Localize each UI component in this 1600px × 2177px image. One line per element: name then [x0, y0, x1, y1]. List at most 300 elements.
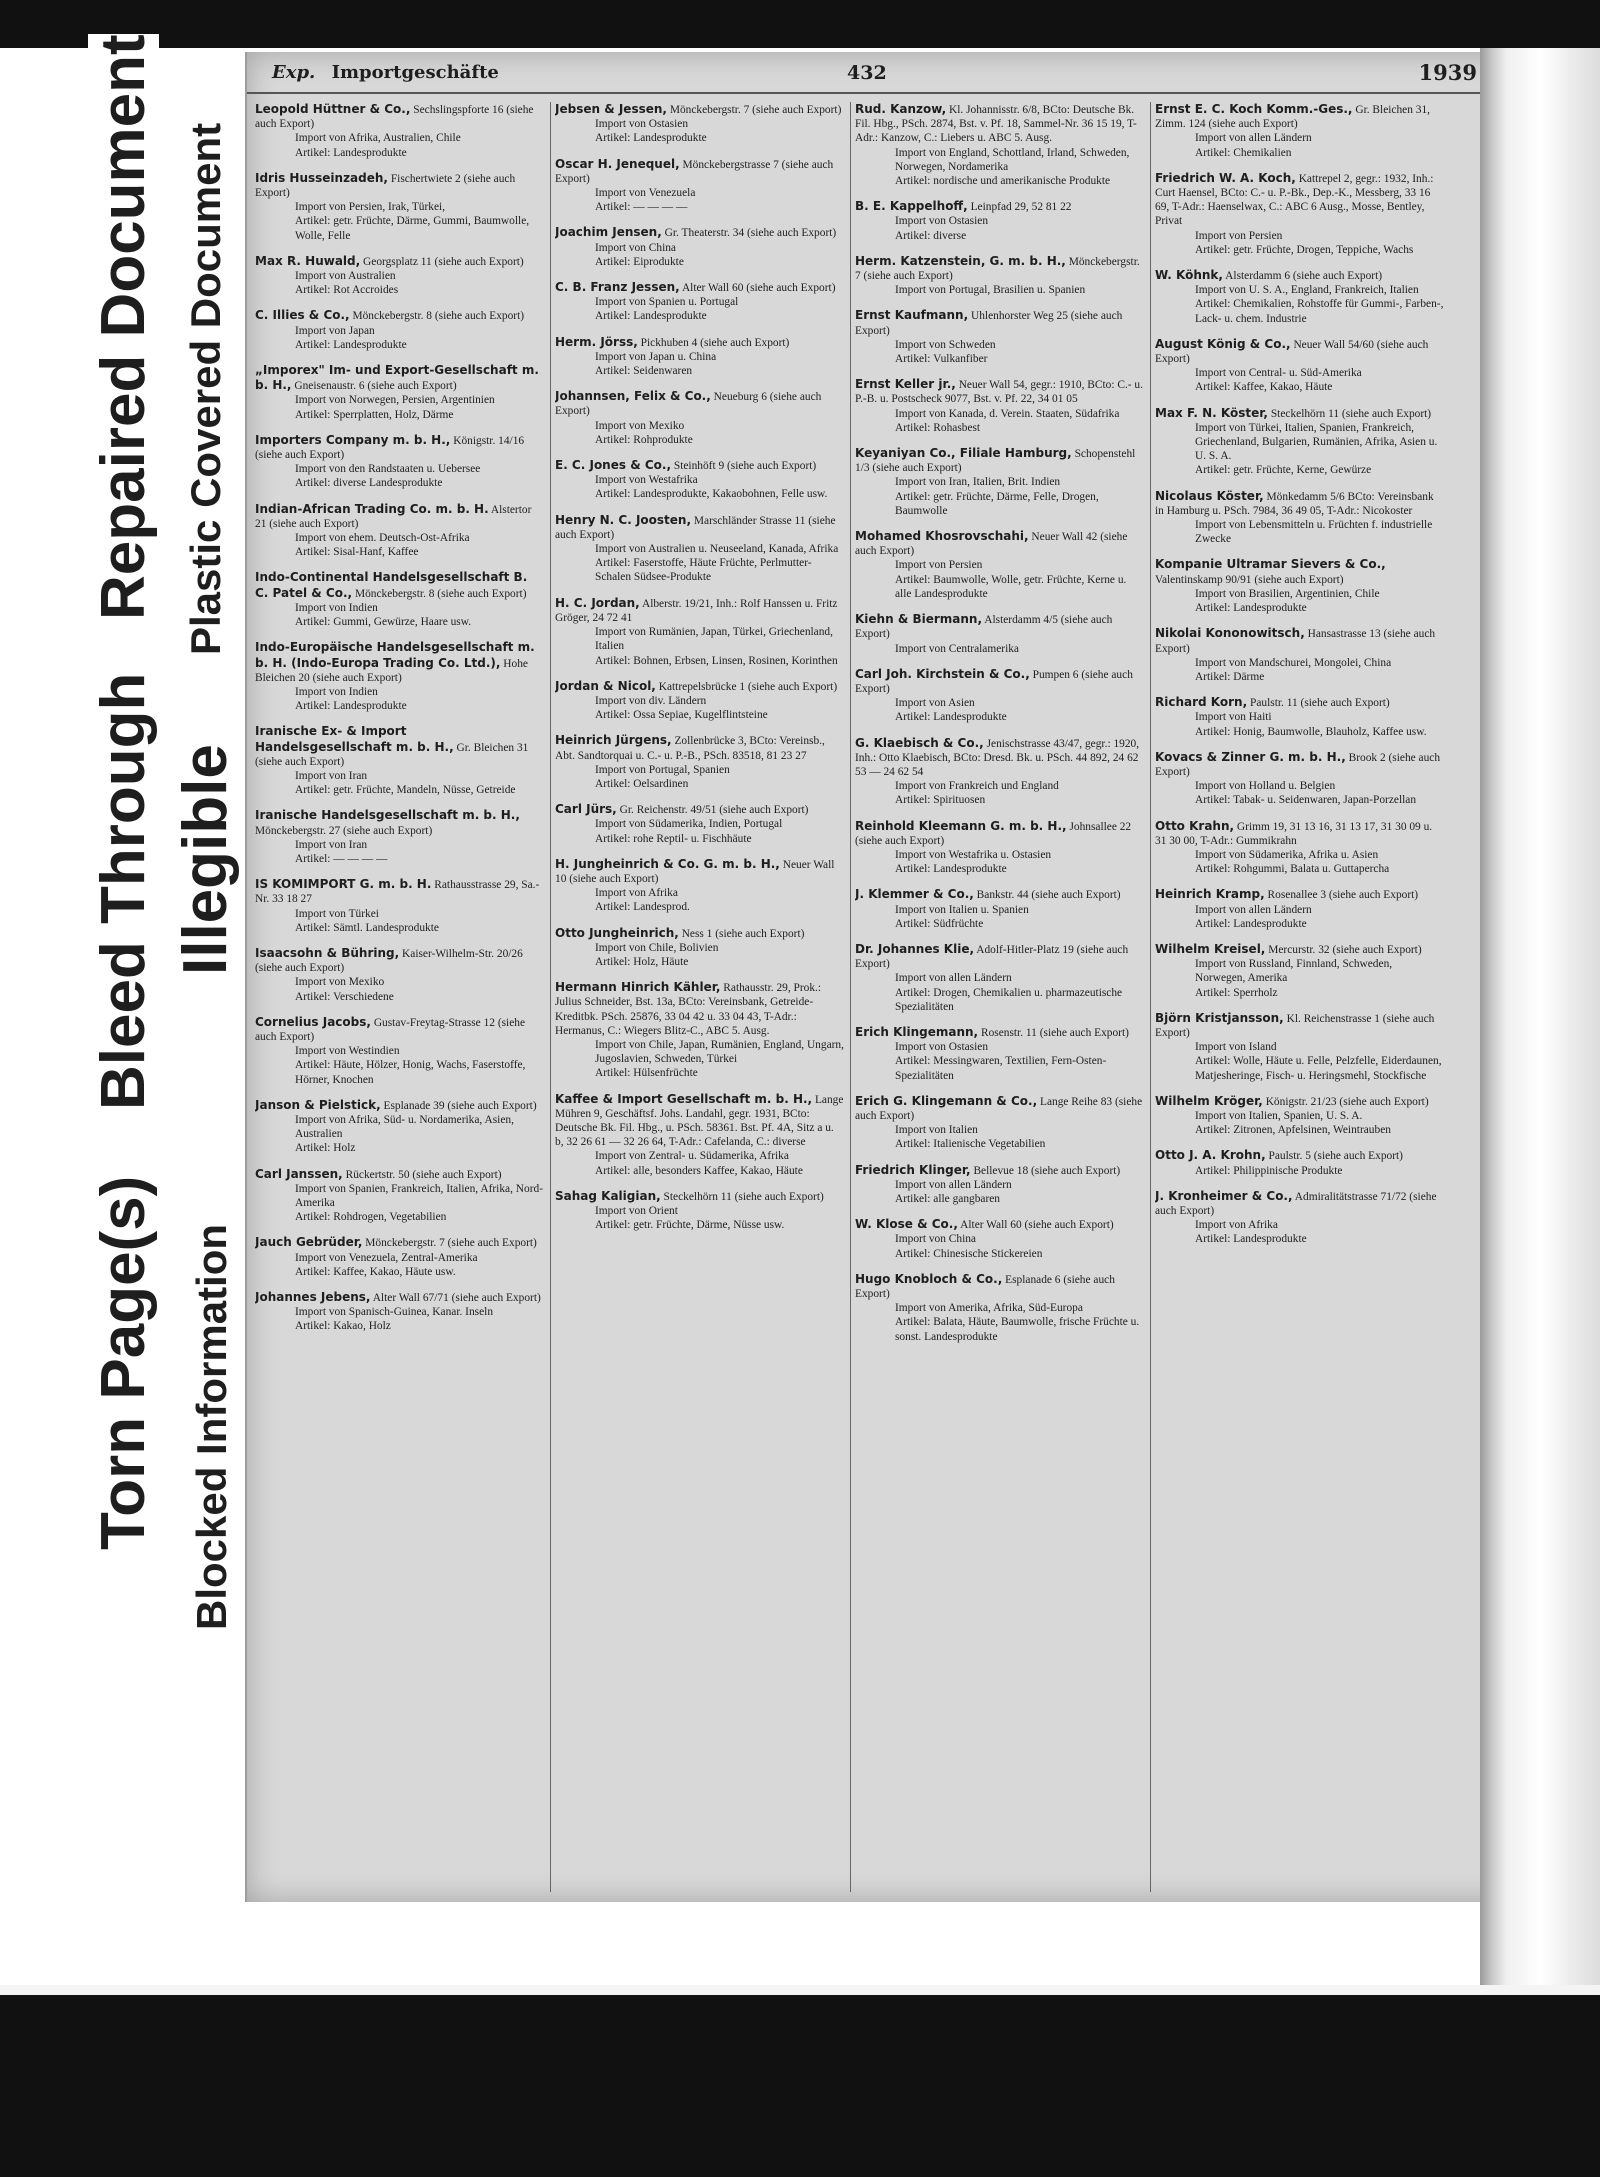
entry-articles: Artikel: Landesprod.	[595, 901, 690, 914]
company-name: Indo-Continental Handelsgesellschaft B. C. Patel & Co.,	[255, 570, 528, 600]
entry-articles: Artikel: Verschiedene	[295, 990, 394, 1003]
entry-import: Import von Venezuela	[595, 187, 696, 200]
company-address: Rückertstr. 50 (siehe auch Export)	[345, 1168, 502, 1181]
company-address: Königstr. 21/23 (siehe auch Export)	[1265, 1095, 1429, 1108]
directory-entry	[255, 171, 544, 243]
company-address: Lange Reihe 83 (siehe auch Export)	[855, 1095, 1143, 1122]
directory-entry	[555, 980, 844, 1080]
company-address: Königstr. 14/16 (siehe auch Export)	[255, 434, 525, 462]
entry-header	[555, 280, 844, 295]
entry-header	[555, 980, 844, 1038]
entry-articles: Artikel: Landesprodukte	[595, 310, 707, 323]
directory-entry	[855, 377, 1144, 435]
entry-import: Import von allen Ländern	[895, 1178, 1012, 1191]
entry-articles: Artikel: alle, besonders Kaffee, Kakao, Häute	[595, 1164, 803, 1177]
scan-bottom-border	[0, 1985, 1600, 2177]
company-address: Mönckebergstrasse 7 (siehe auch Export)	[555, 158, 834, 185]
directory-entry	[555, 1189, 844, 1233]
company-address: Alsterdamm 4/5 (siehe auch Export)	[855, 614, 1113, 641]
directory-entry	[255, 640, 544, 713]
company-name: W. Klose & Co.,	[855, 1217, 958, 1232]
entry-import: Import von Chile, Bolivien	[595, 941, 719, 954]
company-address: Valentinskamp 90/91 (siehe auch Export)	[1155, 573, 1344, 586]
entry-import: Import von Australien	[295, 270, 396, 283]
entry-articles: Artikel: Sperrplatten, Holz, Därme	[295, 408, 454, 421]
entry-header	[255, 640, 544, 685]
page-header	[247, 52, 1487, 94]
directory-entry	[855, 819, 1144, 877]
company-name: Importers Company m. b. H.,	[255, 432, 451, 447]
entry-header	[255, 254, 544, 269]
directory-entry	[1155, 750, 1445, 808]
company-address: Paulstr. 11 (siehe auch Export)	[1250, 697, 1390, 710]
label-blocked: Blocked Information	[188, 1223, 235, 1630]
company-name: Otto J. A. Krohn,	[1155, 1148, 1266, 1163]
directory-entry	[555, 926, 844, 970]
directory-entry	[855, 254, 1144, 298]
company-address: Schopenstehl 1/3 (siehe auch Export)	[855, 448, 1136, 475]
company-name: Herm. Katzenstein, G. m. b. H.,	[855, 253, 1066, 268]
entry-import: Import von Ostasien	[895, 215, 989, 228]
entry-import: Import von England, Schottland, Irland, Schweden, Norwegen, Nordamerika	[895, 146, 1130, 173]
entry-articles: Artikel: Drogen, Chemikalien u. pharmazeutische Spezialitäten	[895, 986, 1123, 1013]
entry-import: Import von Afrika	[1195, 1219, 1278, 1232]
entry-articles: Artikel: Kakao, Holz	[295, 1320, 391, 1333]
entry-articles: Artikel: Sämtl. Landesprodukte	[295, 921, 439, 934]
entry-import: Import von U. S. A., England, Frankreich, Italien	[1195, 284, 1419, 297]
entry-import: Import von Persien, Irak, Türkei,	[295, 201, 446, 214]
label-plastic: Plastic Covered Document	[182, 122, 229, 655]
company-name: Carl Joh. Kirchstein & Co.,	[855, 666, 1030, 681]
entry-header	[255, 363, 544, 393]
entry-articles: Artikel: getr. Früchte, Därme, Nüsse usw.	[595, 1219, 785, 1232]
entry-articles: Artikel: getr. Früchte, Drogen, Teppiche, Wachs	[1195, 243, 1414, 256]
entry-header	[555, 1092, 844, 1150]
company-name: Indian-African Trading Co. m. b. H.	[255, 501, 489, 516]
company-name: Kovacs & Zinner G. m. b. H.,	[1155, 749, 1346, 764]
company-address: Alstertor 21 (siehe auch Export)	[255, 503, 532, 530]
entry-import: Import von Portugal, Spanien	[595, 763, 730, 776]
entry-import: Import von Portugal, Brasilien u. Spanien	[895, 284, 1086, 297]
company-name: Richard Korn,	[1155, 695, 1248, 710]
entry-header	[555, 679, 844, 694]
directory-entry	[555, 335, 844, 379]
company-address: Kattrepelsbrücke 1 (siehe auch Export)	[658, 680, 838, 693]
directory-entry	[555, 280, 844, 324]
entry-import: Import von Chile, Japan, Rumänien, England, Ungarn, Jugoslavien, Schweden, Türkei	[595, 1038, 844, 1066]
directory-entry	[255, 308, 544, 352]
company-address: Neueburg 6 (siehe auch Export)	[555, 391, 822, 418]
entry-header	[255, 1167, 544, 1182]
company-address: Kattrepel 2, gegr.: 1932, Inh.: Curt Haensel, BCto: C.- u. P.-Bk., Dep.-K., Messberg, 33 16 69, T-Adr.: Haenselwax, C.: ABC 6 Ausg., Mosse, Bentley, Privat	[1155, 172, 1434, 228]
entry-articles: Artikel: Rohgummi, Balata u. Guttapercha	[1195, 863, 1390, 876]
entry-import: Import von allen Ländern	[895, 972, 1012, 985]
entry-header	[855, 887, 1144, 902]
entry-articles: Artikel: Landesprodukte	[295, 338, 407, 351]
entry-header	[855, 736, 1144, 780]
company-name: Idris Husseinzadeh,	[255, 170, 388, 185]
company-name: Johannsen, Felix & Co.,	[555, 389, 711, 404]
company-name: Ernst E. C. Koch Komm.-Ges.,	[1155, 102, 1353, 116]
company-name: Hermann Hinrich Kähler,	[555, 980, 721, 995]
company-name: G. Klaebisch & Co.,	[855, 735, 984, 750]
company-address: Alter Wall 60 (siehe auch Export)	[960, 1219, 1114, 1232]
entry-import: Import von Mandschurei, Mongolei, China	[1195, 656, 1392, 669]
company-address: Marschländer Strasse 11 (siehe auch Export)	[555, 514, 836, 541]
company-name: Leopold Hüttner & Co.,	[255, 102, 411, 116]
label-illegible: Illegible	[171, 744, 240, 975]
directory-entry	[1155, 557, 1445, 615]
directory-entry	[855, 736, 1144, 808]
entry-header	[255, 1235, 544, 1250]
entry-header	[555, 733, 844, 762]
company-name: Sahag Kaligian,	[555, 1188, 661, 1203]
entry-header	[255, 946, 544, 975]
company-name: Kaffee & Import Gesellschaft m. b. H.,	[555, 1091, 813, 1106]
page-year: 1939	[1418, 60, 1477, 85]
entry-articles: Artikel: Honig, Baumwolle, Blauholz, Kaffee usw.	[1195, 725, 1427, 738]
entry-articles: Artikel: getr. Früchte, Mandeln, Nüsse, Getreide	[295, 784, 516, 797]
company-address: Gr. Theaterstr. 34 (siehe auch Export)	[664, 227, 837, 240]
entry-articles: Artikel: Philippinische Produkte	[1195, 1164, 1343, 1177]
column-4	[1155, 102, 1451, 1892]
entry-header	[855, 102, 1144, 146]
company-name: Heinrich Kramp,	[1155, 887, 1265, 902]
scan-bottom-edge	[0, 1985, 1600, 1995]
company-address: Adolf-Hitler-Platz 19 (siehe auch Export)	[855, 943, 1129, 971]
company-address: Brook 2 (siehe auch Export)	[1155, 751, 1441, 778]
entry-import: Import von Rumänien, Japan, Türkei, Griechenland, Italien	[595, 626, 833, 653]
entry-import: Import von div. Ländern	[595, 694, 707, 707]
directory-entry	[255, 502, 544, 560]
company-address: Kl. Johannisstr. 6/8, BCto: Deutsche Bk. Fil. Hbg., PSch. 2874, Bst. v. Pf. 18, Sammel-Nr. 36 15 19, T-Adr.: Kanzow, C.: Liebers u. ABC 5. Ausg.	[855, 104, 1137, 145]
company-address: Georgsplatz 11 (siehe auch Export)	[363, 255, 524, 268]
company-name: W. Köhnk,	[1155, 268, 1223, 283]
company-address: Gr. Bleichen 31, Zimm. 124 (siehe auch Export)	[1155, 104, 1430, 131]
directory-entry	[255, 1290, 544, 1334]
company-address: Rosenstr. 11 (siehe auch Export)	[980, 1026, 1129, 1039]
company-name: Heinrich Jürgens,	[555, 733, 672, 748]
entry-header	[1155, 695, 1445, 710]
entry-articles: Artikel: Rohasbest	[895, 421, 981, 434]
directory-entry	[855, 942, 1144, 1014]
entry-articles: Artikel: Landesprodukte	[1195, 1233, 1307, 1246]
entry-header	[1155, 102, 1445, 131]
entry-header	[555, 335, 844, 350]
scanned-page	[245, 52, 1537, 1902]
column-1	[255, 102, 551, 1892]
company-name: Kiehn & Biermann,	[855, 612, 983, 627]
entry-header	[1155, 942, 1445, 957]
header-exp: Exp.	[272, 62, 316, 83]
company-name: Max F. N. Köster,	[1155, 405, 1268, 420]
entry-header	[255, 102, 544, 131]
entry-articles: Artikel: Spirituosen	[895, 794, 986, 807]
directory-entry	[555, 1092, 844, 1178]
entry-articles: Artikel: Oelsardinen	[595, 777, 689, 790]
directory-entry	[555, 157, 844, 215]
entry-import: Import von Central- u. Süd-Amerika	[1195, 367, 1362, 380]
entry-articles: Artikel: Seidenwaren	[595, 365, 693, 378]
company-address: Mönckebergstr. 7 (siehe auch Export)	[669, 104, 842, 116]
header-section: Importgeschäfte	[331, 62, 499, 83]
company-name: Wilhelm Kreisel,	[1155, 941, 1266, 956]
entry-header	[555, 1189, 844, 1204]
entry-import: Import von Italien	[895, 1124, 978, 1137]
company-name: Björn Kristjansson,	[1155, 1010, 1284, 1025]
column-2	[555, 102, 851, 1892]
company-name: C. B. Franz Jessen,	[555, 280, 680, 295]
directory-entry	[255, 433, 544, 491]
company-address: Gr. Bleichen 31 (siehe auch Export)	[255, 741, 529, 768]
entry-header	[1155, 1148, 1445, 1163]
directory-entry	[1155, 626, 1445, 684]
directory-entry	[855, 1025, 1144, 1083]
column-3	[855, 102, 1151, 1892]
company-name: IS KOMIMPORT G. m. b. H.	[255, 877, 432, 892]
entry-articles: Artikel: Rot Accroides	[295, 284, 399, 297]
directory-entry	[855, 612, 1144, 656]
company-address: Hohe Bleichen 20 (siehe auch Export)	[255, 657, 528, 684]
company-address: Neuer Wall 54, gegr.: 1910, BCto: C.- u. P.-B. u. Postscheck 9077, Bst. v. Pf. 22, 34 01 05	[855, 379, 1143, 406]
directory-entry	[555, 679, 844, 723]
company-address: Mönkedamm 5/6 BCto: Vereinsbank in Hamburg u. PSch. 7984, 36 49 05, T-Adr.: Nicokoster	[1155, 490, 1434, 517]
directory-entry	[855, 308, 1144, 366]
entry-header	[1155, 626, 1445, 655]
entry-articles: Artikel: Faserstoffe, Häute Früchte, Perlmutter-Schalen Südsee-Produkte	[595, 557, 812, 584]
company-name: Friedrich W. A. Koch,	[1155, 170, 1296, 185]
entry-articles: Artikel: nordische und amerikanische Produkte	[895, 175, 1111, 188]
entry-articles: Artikel: Häute, Hölzer, Honig, Wachs, Faserstoffe, Hörner, Knochen	[295, 1059, 526, 1086]
entry-articles: Artikel: Landesprodukte, Kakaobohnen, Felle usw.	[595, 488, 828, 501]
company-name: Iranische Ex- & Import Handelsgesellschaft m. b. H.,	[255, 724, 454, 754]
company-name: Johannes Jebens,	[255, 1290, 371, 1305]
entry-import: Import von Zentral- u. Südamerika, Afrika	[595, 1150, 789, 1163]
company-address: Mercurstr. 32 (siehe auch Export)	[1268, 943, 1422, 956]
company-name: Ernst Keller jr.,	[855, 377, 956, 392]
company-name: Dr. Johannes Klie,	[855, 941, 975, 956]
damage-labels	[30, 34, 240, 1670]
company-address: Mönckebergstr. 8 (siehe auch Export)	[354, 587, 527, 600]
company-address: Pumpen 6 (siehe auch Export)	[855, 668, 1133, 695]
directory-entry	[855, 446, 1144, 518]
entry-header	[255, 171, 544, 200]
directory-entry	[1155, 1094, 1445, 1138]
company-address: Hansastrasse 13 (siehe auch Export)	[1155, 628, 1436, 655]
entry-import: Import von Türkei	[295, 907, 379, 920]
entry-import: Import von Mexiko	[595, 419, 685, 432]
directory-entry	[855, 1217, 1144, 1261]
company-name: Nikolai Kononowitsch,	[1155, 626, 1305, 641]
company-address: Gneisenaustr. 6 (siehe auch Export)	[294, 380, 457, 393]
company-address: Zollenbrücke 3, BCto: Vereinsb., Abt. Sandtorquai u. C.- u. P.-B., PSch. 83518, 81 23 27	[555, 735, 825, 762]
company-address: Paulstr. 5 (siehe auch Export)	[1268, 1150, 1403, 1163]
entry-header	[1155, 750, 1445, 779]
entry-articles: Artikel: Landesprodukte	[1195, 917, 1307, 930]
company-address: Ness 1 (siehe auch Export)	[681, 927, 805, 940]
company-address: Esplanade 39 (siehe auch Export)	[383, 1099, 537, 1112]
page-number: 432	[847, 62, 887, 84]
entry-header	[855, 612, 1144, 641]
entry-header	[1155, 1094, 1445, 1109]
company-address: Alter Wall 67/71 (siehe auch Export)	[372, 1292, 541, 1305]
directory-entry	[555, 389, 844, 447]
company-name: Reinhold Kleemann G. m. b. H.,	[855, 818, 1067, 833]
entry-header	[555, 458, 844, 473]
entry-import: Import von Afrika, Australien, Chile	[295, 132, 461, 145]
company-name: Jauch Gebrüder,	[255, 1235, 363, 1250]
entry-articles: Artikel: Eiprodukte	[595, 255, 684, 268]
company-name: Herm. Jörss,	[555, 334, 638, 349]
entry-header	[555, 926, 844, 941]
directory-entry	[255, 1015, 544, 1087]
entry-header	[855, 199, 1144, 214]
entry-articles: Artikel: Holz	[295, 1142, 356, 1155]
entry-articles: Artikel: Tabak- u. Seidenwaren, Japan-Porzellan	[1195, 794, 1417, 807]
entry-import: Import von Haiti	[1195, 711, 1272, 724]
entry-articles: Artikel: Südfrüchte	[895, 917, 984, 930]
company-name: Janson & Pielstick,	[255, 1097, 381, 1112]
directory-entry	[855, 887, 1144, 931]
directory-entry	[855, 529, 1144, 601]
entry-import: Import von Afrika, Süd- u. Nordamerika, Asien, Australien	[295, 1113, 514, 1141]
entry-import: Import von Venezuela, Zentral-Amerika	[295, 1251, 478, 1264]
entry-import: Import von Amerika, Afrika, Süd-Europa	[895, 1302, 1083, 1315]
entry-import: Import von Spanisch-Guinea, Kanar. Inseln	[295, 1306, 494, 1319]
entry-articles: Artikel: getr. Früchte, Kerne, Gewürze	[1195, 464, 1372, 477]
directory-entry	[255, 102, 544, 160]
company-address: Mönckebergstr. 7 (siehe auch Export)	[365, 1237, 537, 1250]
entry-import: Import von Italien, Spanien, U. S. A.	[1195, 1109, 1363, 1122]
entry-import: Import von Schweden	[895, 338, 996, 351]
entry-header	[855, 1163, 1144, 1178]
entry-header	[855, 667, 1144, 696]
company-name: Isaacsohn & Bühring,	[255, 945, 400, 960]
entry-import: Import von Iran, Italien, Brit. Indien	[895, 476, 1061, 489]
entry-import: Import von Mexiko	[295, 976, 385, 989]
company-name: Otto Jungheinrich,	[555, 925, 679, 940]
entry-header	[855, 1094, 1144, 1123]
entry-articles: Artikel: Hülsenfrüchte	[595, 1067, 698, 1080]
entry-import: Import von Lebensmitteln u. Früchten f. industrielle Zwecke	[1195, 519, 1433, 546]
book-spine-edge	[1480, 48, 1600, 1985]
entry-header	[855, 942, 1144, 971]
entry-import: Import von Italien u. Spanien	[895, 903, 1029, 916]
entry-articles: Artikel: Kaffee, Kakao, Häute usw.	[295, 1265, 456, 1278]
directory-entry	[1155, 695, 1445, 739]
entry-articles: Artikel: Sisal-Hanf, Kaffee	[295, 546, 419, 559]
entry-header	[855, 1272, 1144, 1301]
entry-articles: Artikel: Landesprodukte	[1195, 602, 1307, 615]
directory-entry	[855, 102, 1144, 188]
company-name: Otto Krahn,	[1155, 818, 1235, 833]
directory-entry	[1155, 268, 1445, 326]
entry-articles: Artikel: alle gangbaren	[895, 1193, 1001, 1205]
company-address: Bellevue 18 (siehe auch Export)	[973, 1164, 1121, 1177]
entry-import: Import von Türkei, Italien, Spanien, Frankreich, Griechenland, Bulgarien, Rumänien, Afrika, Asien u. U. S. A.	[1195, 421, 1438, 463]
company-name: August König & Co.,	[1155, 336, 1291, 351]
entry-header	[255, 808, 544, 837]
directory-entry	[555, 102, 844, 146]
entry-articles: Artikel: Landesprodukte	[895, 863, 1007, 876]
company-address: Kl. Reichenstrasse 1 (siehe auch Export)	[1155, 1012, 1435, 1039]
entry-import: Import von Holland u. Belgien	[1195, 780, 1336, 793]
company-address: Esplanade 6 (siehe auch Export)	[855, 1273, 1115, 1301]
entry-articles: Artikel: Landesprodukte	[295, 700, 407, 713]
company-address: Bankstr. 44 (siehe auch Export)	[976, 889, 1121, 902]
company-name: J. Kronheimer & Co.,	[1155, 1188, 1293, 1203]
entry-articles: Artikel: Messingwaren, Textilien, Fern-Osten-Spezialitäten	[895, 1055, 1107, 1082]
company-name: Carl Jürs,	[555, 802, 617, 817]
entry-articles: Artikel: diverse Landesprodukte	[295, 477, 443, 490]
directory-entry	[1155, 489, 1445, 547]
directory-entry	[255, 254, 544, 298]
entry-import: Import von Orient	[595, 1205, 678, 1217]
directory-entry	[255, 1167, 544, 1225]
directory-entry	[1155, 942, 1445, 1000]
company-address: Alsterdamm 6 (siehe auch Export)	[1225, 270, 1383, 283]
company-address: Grimm 19, 31 13 16, 31 13 17, 31 30 09 u. 31 30 00, T-Adr.: Gummikrahn	[1155, 820, 1433, 847]
directory-entry	[1155, 1189, 1445, 1247]
company-address: Jenischstrasse 43/47, gegr.: 1920, Inh.: Otto Klaebisch, BCto: Dresd. Bk. u. PSch. 44 892, 24 62 53 — 24 62 54	[855, 737, 1140, 778]
company-name: Oscar H. Jenequel,	[555, 156, 680, 171]
entry-import: Import von Persien	[895, 559, 983, 572]
company-address: Kaiser-Wilhelm-Str. 20/26 (siehe auch Export)	[255, 947, 523, 975]
company-address: Neuer Wall 42 (siehe auch Export)	[855, 531, 1128, 558]
entry-import: Import von Persien	[1195, 229, 1283, 242]
directory-entry	[1155, 1148, 1445, 1177]
entry-import: Import von Indien	[295, 685, 378, 698]
entry-import: Import von Südamerika, Indien, Portugal	[595, 818, 783, 831]
directory-entry	[255, 1235, 544, 1279]
entry-articles: Artikel: Landesprodukte	[895, 711, 1007, 724]
directory-entry	[255, 877, 544, 935]
entry-import: Import von ehem. Deutsch-Ost-Afrika	[295, 532, 470, 545]
directory-columns	[255, 102, 1495, 1892]
directory-entry	[1155, 1011, 1445, 1083]
entry-import: Import von Norwegen, Persien, Argentinien	[295, 394, 495, 407]
entry-import: Import von den Randstaaten u. Uebersee	[295, 463, 481, 476]
company-address: Rosenallee 3 (siehe auch Export)	[1267, 889, 1419, 902]
company-address: Neuer Wall 54/60 (siehe auch Export)	[1155, 338, 1429, 366]
entry-header	[855, 1025, 1144, 1040]
entry-articles: Artikel: diverse	[895, 229, 967, 242]
company-address: Rathausstr. 29, Prok.: Julius Schneider, Bst. 13a, BCto: Vereinsbank, Getreide-Kreditbk. PSch. 25876, 33 04 42 u. 33 04 43, T-Adr.: Hermanus, C.: Wiegers Blitz-C., ABC 5. Ausg.	[555, 982, 822, 1037]
header-title	[272, 62, 499, 83]
entry-header	[1155, 489, 1445, 518]
entry-articles: Artikel: Rohprodukte	[595, 433, 693, 446]
directory-entry	[1155, 337, 1445, 395]
company-name: Kompanie Ultramar Sievers & Co.,	[1155, 557, 1386, 572]
company-name: Wilhelm Kröger,	[1155, 1093, 1263, 1108]
directory-entry	[255, 724, 544, 797]
label-repaired: Repaired Document	[89, 34, 158, 620]
entry-header	[1155, 1011, 1445, 1040]
entry-import: Import von Asien	[895, 697, 975, 710]
directory-entry	[855, 1094, 1144, 1152]
company-address: Sechslingspforte 16 (siehe auch Export)	[255, 104, 534, 131]
company-name: Iranische Handelsgesellschaft m. b. H.,	[255, 808, 520, 823]
directory-entry	[555, 513, 844, 585]
entry-import: Import von allen Ländern	[1195, 903, 1312, 916]
directory-entry	[855, 667, 1144, 725]
company-address: Rathausstrasse 29, Sa.-Nr. 33 18 27	[255, 879, 540, 906]
entry-header	[855, 529, 1144, 558]
company-name: Keyaniyan Co., Filiale Hamburg,	[855, 446, 1072, 461]
company-address: Alter Wall 60 (siehe auch Export)	[681, 282, 836, 295]
entry-import: Import von Westindien	[295, 1045, 400, 1058]
entry-header	[1155, 406, 1445, 421]
